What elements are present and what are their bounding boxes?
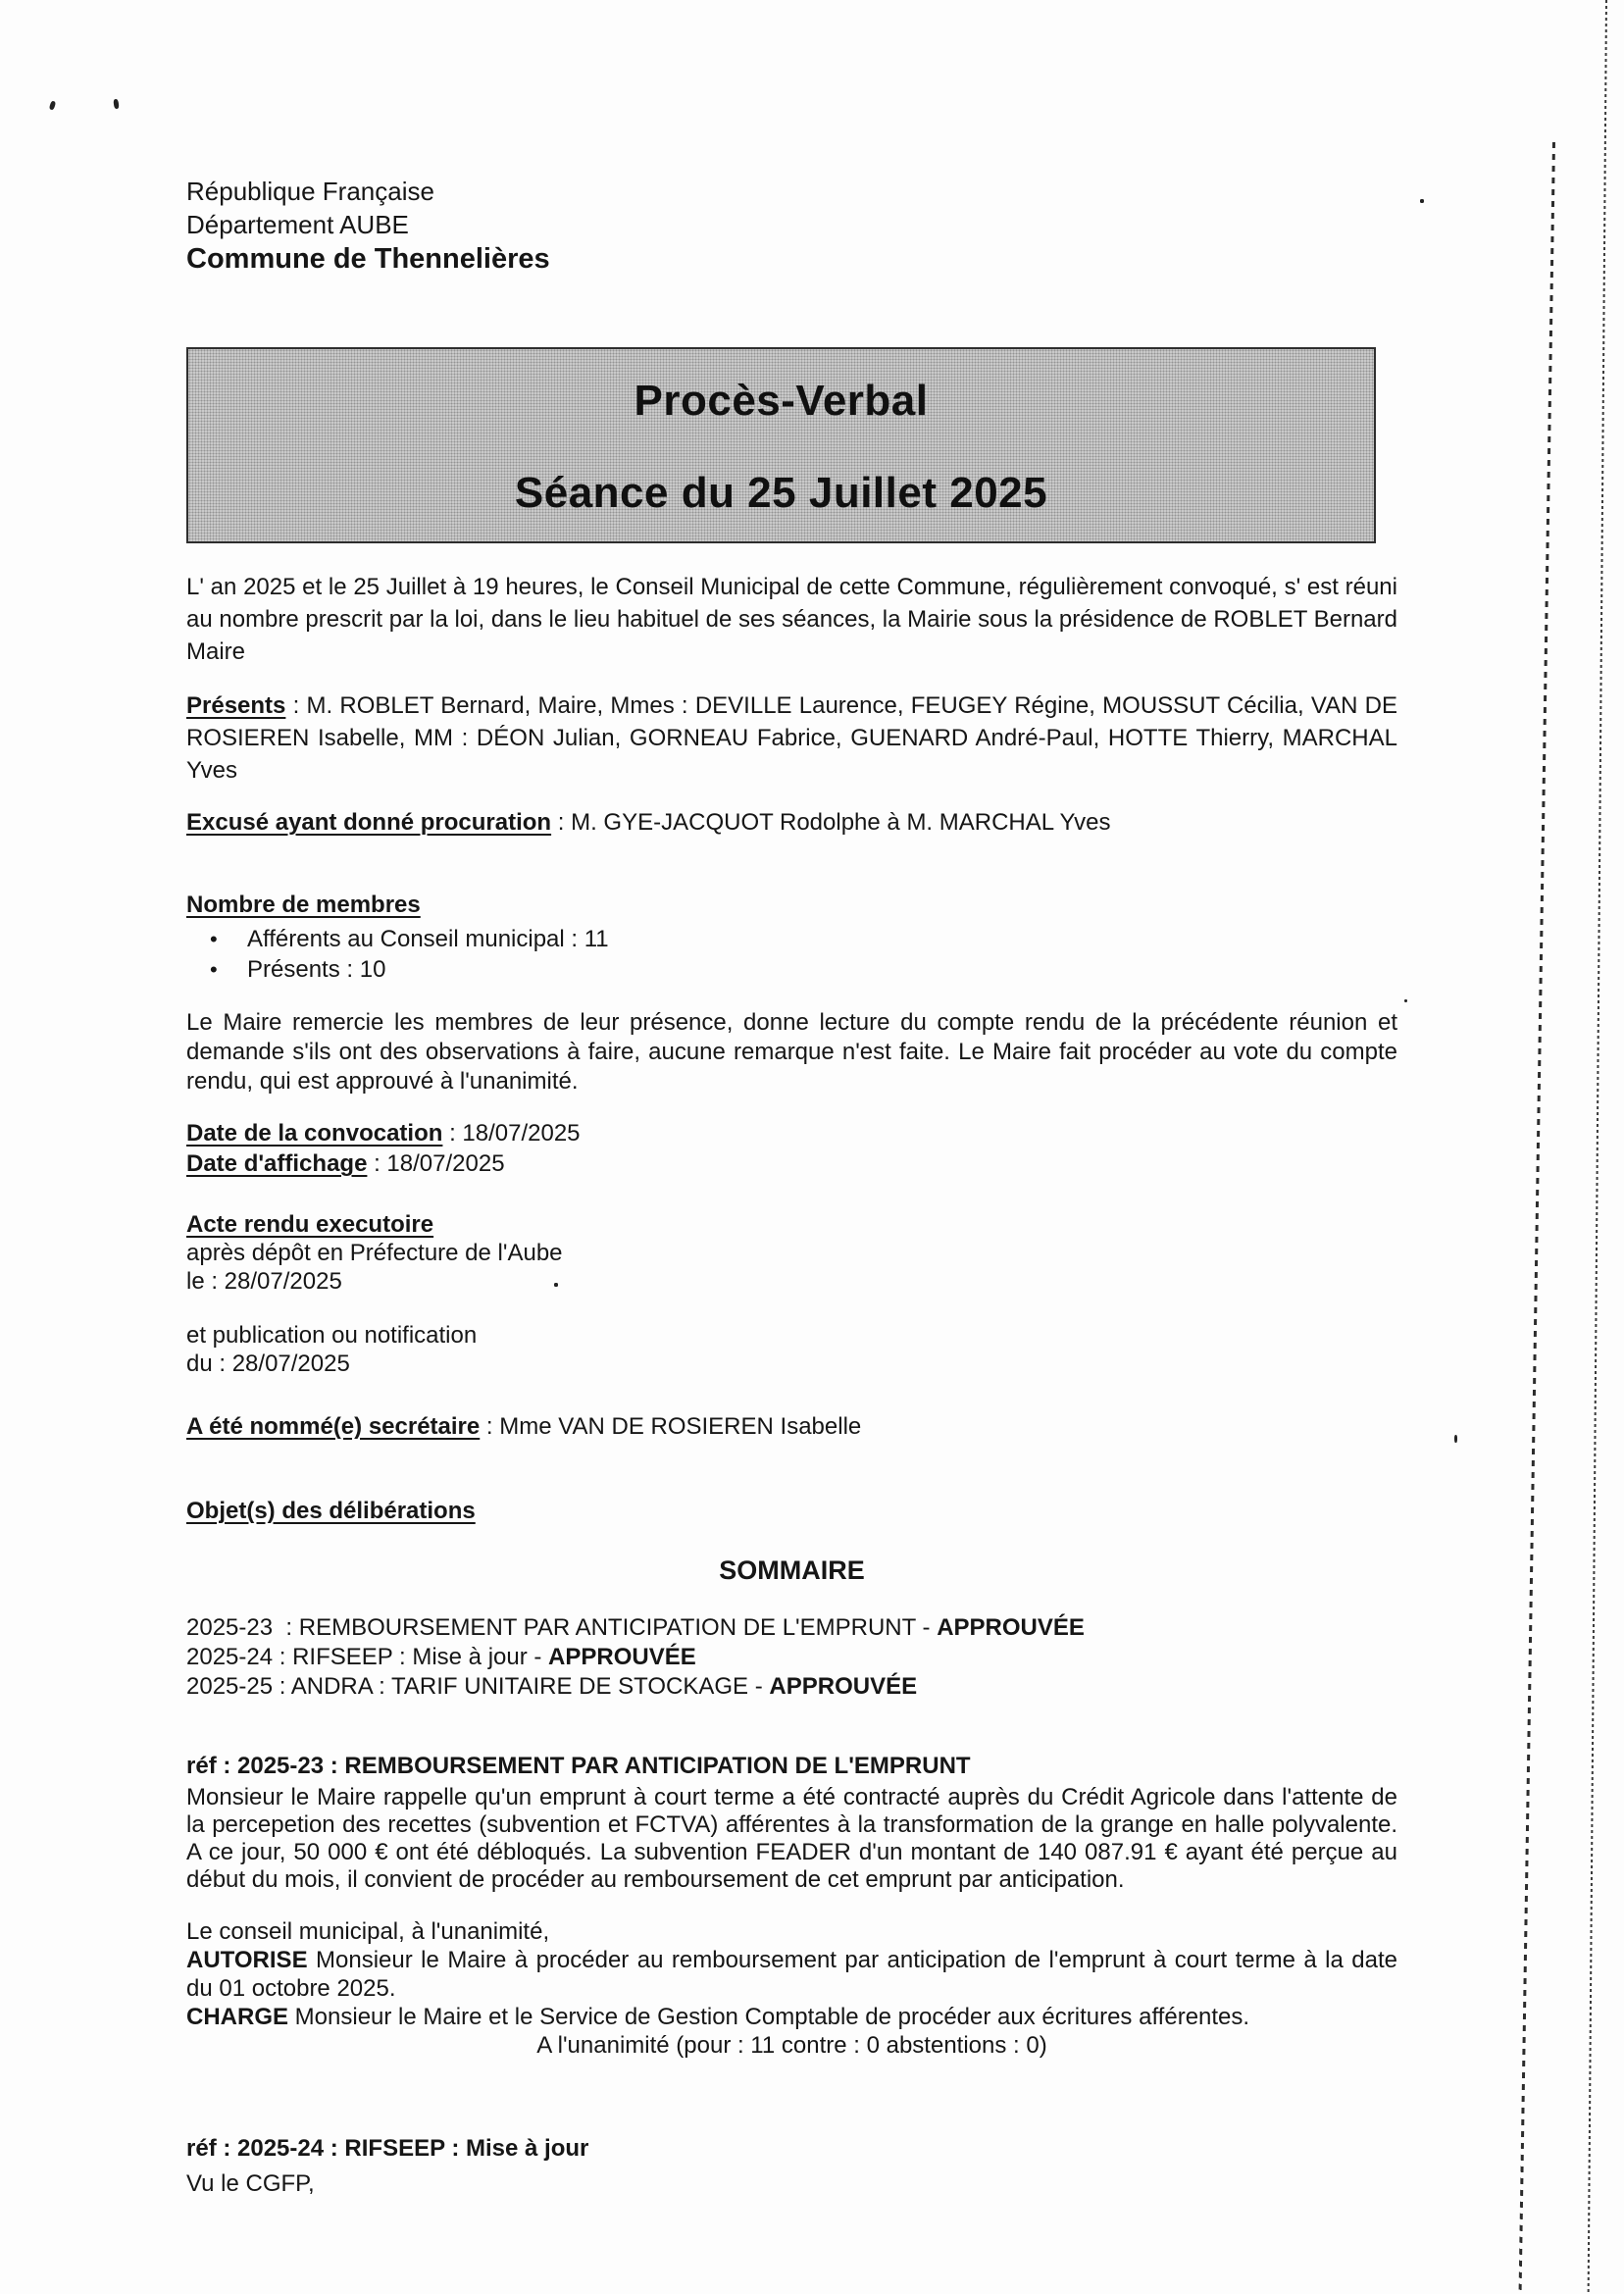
scan-speck [554, 1283, 558, 1287]
bullet-icon: • [210, 957, 218, 982]
scan-speck [49, 100, 57, 110]
affichage-line [186, 1148, 1397, 1179]
dates-section [186, 1118, 1397, 1179]
presents-paragraph [186, 689, 1397, 787]
status-badge: APPROUVÉE [769, 1673, 918, 1700]
sommaire-item-text: 2025-23 : REMBOURSEMENT PAR ANTICIPATION DE L'EMPRUNT - [186, 1614, 938, 1641]
vote-result-line: A l'unanimité (pour : 11 contre : 0 abstentions : 0) [536, 2032, 1047, 2059]
affichage-value: : 18/07/2025 [367, 1150, 505, 1177]
membres-list [186, 924, 1397, 985]
intro-paragraph: L' an 2025 et le 25 Juillet à 19 heures, le Conseil Municipal de cette Commune, régulièrement convoqué, s' est réuni au nombre prescrit par la loi, dans le lieu habituel de ses séances, la Mairie sous la présidence de ROBLET Bernard Maire [186, 574, 1397, 665]
deliberation-24-line: Vu le CGFP, [186, 2170, 315, 2197]
objets-line [186, 1496, 1397, 1526]
excuse-label: Excusé ayant donné procuration [186, 809, 552, 836]
autorise-text: Monsieur le Maire à procéder au remboursement par anticipation de l'emprunt à court terme à la date du 01 octobre 2025. [186, 1947, 1397, 2002]
sommaire-item-text: 2025-25 : ANDRA : TARIF UNITAIRE DE STOCKAGE - [186, 1673, 770, 1700]
secretaire-text: : Mme VAN DE ROSIEREN Isabelle [480, 1413, 862, 1440]
scan-speck [1404, 999, 1407, 1002]
sommaire-item [186, 1643, 1397, 1672]
status-badge: APPROUVÉE [937, 1614, 1085, 1641]
scan-speck [113, 99, 119, 110]
scan-artifact-line-outer [1588, 0, 1607, 2294]
secretaire-line [186, 1411, 1397, 1442]
sommaire-item [186, 1613, 1397, 1643]
charge-text: Monsieur le Maire et le Service de Gestion Comptable de procéder aux écritures afférentes. [288, 2004, 1250, 2030]
sommaire-item [186, 1672, 1397, 1702]
autorise-keyword: AUTORISE [186, 1947, 308, 1973]
acte-line-1: après dépôt en Préfecture de l'Aube [186, 1240, 563, 1266]
publication-block [186, 1321, 1397, 1378]
commune-line: Commune de Thennelières [186, 243, 550, 275]
acte-line-2: le : 28/07/2025 [186, 1268, 342, 1295]
convocation-value: : 18/07/2025 [442, 1120, 581, 1147]
secretaire-label: A été nommé(e) secrétaire [186, 1413, 481, 1440]
conseil-line: Le conseil municipal, à l'unanimité, [186, 1918, 550, 1945]
republique-line: République Française [186, 177, 434, 206]
acte-label: Acte rendu executoire [186, 1211, 434, 1238]
excuse-text: : M. GYE-JACQUOT Rodolphe à M. MARCHAL Yves [551, 809, 1111, 836]
scan-speck [1420, 199, 1424, 203]
departement-line: Département AUBE [186, 210, 409, 239]
document-header [186, 0, 1397, 277]
list-item [186, 954, 1397, 985]
autorise-paragraph [186, 1946, 1397, 2003]
status-badge: APPROUVÉE [548, 1644, 696, 1670]
deliberation-24-heading: réf : 2025-24 : RIFSEEP : Mise à jour [186, 2135, 589, 2162]
presents-label: Présents [186, 692, 286, 719]
sommaire-list [186, 1613, 1397, 1702]
charge-paragraph [186, 2003, 1397, 2031]
list-item [186, 924, 1397, 954]
sommaire-item-text: 2025-24 : RIFSEEP : Mise à jour - [186, 1644, 549, 1670]
sommaire-title: SOMMAIRE [719, 1555, 865, 1585]
membres-label: Nombre de membres [186, 892, 421, 918]
convocation-label: Date de la convocation [186, 1120, 443, 1147]
acte-label-line [186, 1210, 1397, 1239]
document-title: Procès-Verbal [634, 377, 929, 425]
bullet-icon: • [210, 927, 218, 951]
membres-item-text: Afférents au Conseil municipal : 11 [247, 926, 609, 952]
charge-keyword: CHARGE [186, 2004, 289, 2030]
membres-item-text: Présents : 10 [247, 956, 386, 983]
publication-line-1: et publication ou notification [186, 1322, 478, 1349]
objets-label: Objet(s) des délibérations [186, 1498, 476, 1524]
scan-artifact-line-inner [1519, 142, 1555, 2294]
session-date-title: Séance du 25 Juillet 2025 [514, 469, 1048, 517]
deliberation-23-heading: réf : 2025-23 : REMBOURSEMENT PAR ANTICIPATION DE L'EMPRUNT [186, 1753, 971, 1779]
publication-line-2: du : 28/07/2025 [186, 1351, 350, 1377]
presents-text: : M. ROBLET Bernard, Maire, Mmes : DEVILLE Laurence, FEUGEY Régine, MOUSSUT Cécilia, VAN DE ROSIEREN Isabelle, MM : DÉON Julian, GORNEAU Fabrice, GUENARD André-Paul, HOTTE Thierry, MARCHAL Yves [186, 692, 1397, 784]
membres-section [186, 890, 1397, 920]
deliberation-23-body: Monsieur le Maire rappelle qu'un emprunt à court terme a été contracté auprès du Crédit Agricole dans l'attente de la percepetion des recettes (subvention et FCTVA) afférentes à la transformation de la grange en halle polyvalente. A ce jour, 50 000 € ont été débloqués. La subvention FEADER d'un montant de 140 087.91 € ayant été perçue au début du mois, il convient de procéder au remboursement de cet emprunt par anticipation. [186, 1784, 1397, 1893]
excuse-paragraph [186, 806, 1397, 839]
compte-rendu-paragraph: Le Maire remercie les membres de leur présence, donne lecture du compte rendu de la précédente réunion et demande s'ils ont des observations à faire, aucune remarque n'est faite. Le Maire fait procéder au vote du compte rendu, qui est approuvé à l'unanimité. [186, 1009, 1397, 1095]
title-banner [186, 347, 1376, 543]
affichage-label: Date d'affichage [186, 1150, 368, 1177]
scan-speck [1454, 1435, 1457, 1443]
convocation-line [186, 1118, 1397, 1148]
